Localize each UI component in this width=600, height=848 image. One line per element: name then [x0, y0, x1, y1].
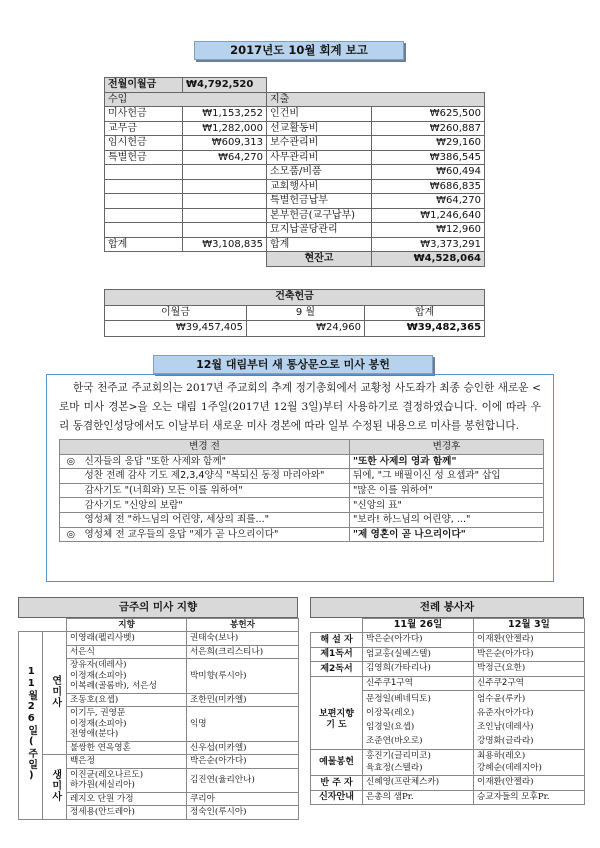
minister-row — [311, 662, 585, 677]
expense-header: 지출 — [267, 92, 485, 107]
expense-value: ₩260,887 — [372, 121, 485, 136]
minister-names — [474, 790, 585, 805]
change-row — [60, 454, 544, 469]
minister-row — [311, 691, 585, 750]
minister-names — [474, 750, 585, 776]
intention-name: 불쌍한 연옥영혼 — [70, 742, 131, 753]
change-before: 영성체 전 교우들의 응답 "제가 곧 나으리이다" — [82, 527, 350, 542]
expense-total-label: 합계 — [267, 237, 372, 252]
mass-intention — [67, 806, 187, 820]
minister-name: 임경일(요셉) — [366, 722, 415, 732]
minister-names — [363, 790, 474, 805]
mass-date-label: 11월26일(주일) — [25, 665, 37, 782]
change-before: 영성체 전 "하느님의 어린양, 세상의 죄를..." — [82, 512, 350, 527]
accounting-row — [105, 136, 485, 151]
mass-group-label — [43, 632, 67, 755]
mass-offerer: 조한민(미카엘) — [187, 693, 299, 707]
mass-offerer: 박미향(루시아) — [187, 659, 299, 694]
minister-name: 이재환(안젤라) — [477, 634, 534, 644]
mass-offerer: 권태숙(보나) — [187, 632, 299, 646]
change-mark — [60, 483, 82, 498]
mass-intention — [67, 632, 187, 646]
mass-offerer: 쿠리아 — [187, 792, 299, 806]
minister-name: 강혜순(데레지아) — [477, 762, 542, 773]
minister-name: 조인남(데레사) — [477, 722, 534, 732]
expense-label: 사무관리비 — [267, 150, 372, 165]
expense-value: ₩64,270 — [372, 194, 485, 209]
minister-names — [474, 633, 585, 648]
mass-group-label — [43, 755, 67, 820]
change-row — [60, 483, 544, 498]
building-fund-title: 건축헌금 — [105, 290, 485, 306]
col-intention-header: 지향 — [67, 619, 187, 632]
minister-names — [363, 676, 474, 691]
minister-name: 유준자(아가다) — [477, 708, 534, 718]
minister-role: 제1독서 — [311, 647, 363, 662]
mass-offerer: 익명 — [187, 707, 299, 742]
mass-intention-row — [19, 755, 299, 769]
col-after-header: 변경후 — [350, 440, 544, 455]
income-label: 임시헌금 — [105, 136, 183, 151]
balance-label: 현잔고 — [267, 252, 372, 267]
minister-name: 신혜영(프란체스카) — [366, 777, 440, 787]
expense-value: ₩29,160 — [372, 136, 485, 151]
minister-name: 승교자들의 모후Pr. — [477, 791, 550, 802]
ministers-table — [310, 618, 585, 805]
mass-intention — [67, 792, 187, 806]
income-value — [183, 223, 267, 238]
minister-name: 강명화(글라라) — [477, 736, 534, 746]
mass-offerer: 서은희(크리스티나) — [187, 645, 299, 659]
building-header-carry: 이월금 — [105, 305, 247, 321]
minister-names — [363, 647, 474, 662]
minister-names — [474, 676, 585, 691]
income-value: ₩609,313 — [183, 136, 267, 151]
change-mark: ◎ — [60, 454, 82, 469]
intention-name: 정세용(안드레아) — [70, 807, 135, 817]
minister-name: 신주쿠1구역 — [366, 677, 413, 688]
intention-name: 하가원(세실리아) — [70, 780, 135, 790]
income-value — [183, 179, 267, 194]
minister-row — [311, 776, 585, 791]
intention-name: 전영애(분다) — [70, 729, 119, 739]
income-total-label: 합계 — [105, 237, 183, 252]
carryover-value: ₩4,792,520 — [183, 78, 267, 93]
mass-intention — [67, 707, 187, 742]
change-after: "많은 이를 위하여" — [350, 483, 544, 498]
income-label: 특별헌금 — [105, 150, 183, 165]
mass-offerer: 김진연(율리안나) — [187, 768, 299, 792]
minister-name: 신주쿠2구역 — [477, 677, 524, 688]
minister-name: 박은순(아가다) — [477, 648, 534, 659]
minister-role — [311, 676, 363, 691]
minister-role: 신자안내 — [311, 790, 363, 805]
accounting-row — [105, 107, 485, 122]
col-offerer-header: 봉헌자 — [187, 619, 299, 632]
income-value — [183, 208, 267, 223]
intention-name: 이정재(소피아) — [70, 718, 127, 729]
building-month-value: ₩24,960 — [247, 321, 365, 337]
minister-row — [311, 676, 585, 691]
mass-offerer: 신우섭(미카엘) — [187, 741, 299, 755]
accounting-table — [104, 77, 485, 267]
intention-name: 조동호(요셉) — [70, 694, 119, 705]
mass-intentions-table — [18, 618, 299, 820]
expense-value: ₩625,500 — [372, 107, 485, 122]
income-label — [105, 208, 183, 223]
intention-name: 레지오 단원 가정 — [70, 793, 134, 804]
mass-group-text: 연미사 — [49, 674, 61, 708]
minister-name: 박정근(요한) — [477, 663, 526, 673]
expense-label: 소모품/비품 — [267, 165, 372, 180]
change-row — [60, 469, 544, 484]
income-value: ₩1,282,000 — [183, 121, 267, 136]
intention-name: 백은정 — [70, 756, 95, 766]
minister-name: 이장목(레오) — [366, 708, 415, 718]
minister-name: 문정일(베네딕토) — [366, 694, 431, 704]
expense-label: 보수관리비 — [267, 136, 372, 151]
income-label: 미사헌금 — [105, 107, 183, 122]
building-header-month: 9 월 — [247, 305, 365, 321]
expense-label: 묘지납골당관리 — [267, 223, 372, 238]
minister-date-2: 12월 3일 — [474, 619, 585, 633]
change-after: "또한 사제의 영과 함께" — [350, 454, 544, 469]
minister-role: 해 설 자 — [311, 633, 363, 648]
income-label — [105, 223, 183, 238]
minister-name: 박은순(아가다) — [366, 634, 423, 644]
balance-value: ₩4,528,064 — [372, 252, 485, 267]
minister-names — [363, 662, 474, 677]
notice-title: 12월 대림부터 새 통상문으로 미사 봉헌 — [153, 355, 433, 374]
minister-row — [311, 790, 585, 805]
report-title: 2017년도 10월 회계 보고 — [194, 41, 404, 60]
intention-name: 이기두, 권영문 — [70, 708, 126, 718]
change-before: 신자들의 응답 "또한 사제와 함께" — [82, 454, 350, 469]
minister-names — [363, 750, 474, 776]
expense-label: 본부헌금(교구납부) — [267, 208, 372, 223]
expense-label: 교회행사비 — [267, 179, 372, 194]
minister-date-1: 11월 26일 — [363, 619, 474, 633]
intention-name: 이복례(골롬바), 서은성 — [70, 681, 157, 691]
accounting-row — [105, 165, 485, 180]
mass-intentions-title: 금주의 미사 지향 — [18, 597, 298, 618]
change-row — [60, 527, 544, 542]
change-row — [60, 512, 544, 527]
carryover-label: 전월이월금 — [105, 78, 183, 93]
ministers-title: 전례 봉사자 — [310, 597, 584, 618]
expense-value: ₩1,246,640 — [372, 208, 485, 223]
income-value: ₩64,270 — [183, 150, 267, 165]
expense-value: ₩386,545 — [372, 150, 485, 165]
building-header-total: 합계 — [365, 305, 485, 321]
change-before: 감사기도 "(너희와) 모든 이를 위하여" — [82, 483, 350, 498]
mass-offerer: 정숙인(루시아) — [187, 806, 299, 820]
minister-name: 최용하(레오) — [477, 751, 526, 761]
notice-body: 한국 천주교 주교회의는 2017년 주교회의 추계 정기총회에서 교황청 사도좌가 최종 승인한 새로운 <로마 미사 경본>을 오는 대림 1주일(2017년 12월 3일)부터 사용하기로 결정하였습니다. 이에 따라 우리 동겸한인성당에서도 이날부터 새로운 미사 경본에 따라 일부 수정된 내용으로 미사를 봉헌합니다. — [59, 382, 541, 432]
minister-names — [363, 691, 474, 750]
intention-name: 장유자(데레사) — [70, 660, 127, 670]
minister-name: 홍진기(글리미코) — [366, 751, 431, 761]
building-total-value: ₩39,482,365 — [365, 321, 485, 337]
change-mark — [60, 512, 82, 527]
minister-names — [363, 633, 474, 648]
liturgy-change-table — [59, 439, 544, 542]
change-before: 감사기도 "신앙의 보람" — [82, 498, 350, 513]
minister-role: 반 주 자 — [311, 776, 363, 791]
minister-name: 육효정(스텔라) — [366, 762, 423, 773]
minister-names — [474, 776, 585, 791]
accounting-row — [105, 179, 485, 194]
change-row — [60, 498, 544, 513]
income-label: 교무금 — [105, 121, 183, 136]
intention-name: 이진균(레오나르도) — [70, 769, 144, 780]
expense-label: 인건비 — [267, 107, 372, 122]
accounting-row — [105, 121, 485, 136]
income-value — [183, 165, 267, 180]
income-header: 수입 — [105, 92, 267, 107]
change-before: 성찬 전례 감사 기도 제2,3,4양식 "복되신 동정 마리아와" — [82, 469, 350, 484]
minister-name: 엄교홍(실베스텔) — [366, 648, 431, 659]
expense-label: 선교활동비 — [267, 121, 372, 136]
minister-row — [311, 633, 585, 648]
minister-name: 엄수윤(루카) — [477, 694, 526, 704]
notice-box — [46, 374, 554, 582]
mass-intention — [67, 693, 187, 707]
expense-total-value: ₩3,373,291 — [372, 237, 485, 252]
mass-intention — [67, 755, 187, 769]
building-carry-value: ₩39,457,405 — [105, 321, 247, 337]
income-value — [183, 194, 267, 209]
mass-group-text: 생미사 — [49, 768, 61, 802]
intention-name: 이정재(소피아) — [70, 670, 127, 681]
expense-value: ₩686,835 — [372, 179, 485, 194]
expense-value: ₩60,494 — [372, 165, 485, 180]
col-before-header: 변경 전 — [60, 440, 350, 455]
income-label — [105, 179, 183, 194]
accounting-row — [105, 150, 485, 165]
intention-name: 이영래(펠리사벳) — [70, 633, 135, 643]
mass-intention — [67, 768, 187, 792]
expense-value: ₩12,960 — [372, 223, 485, 238]
income-label — [105, 165, 183, 180]
building-fund-table — [104, 289, 485, 337]
income-value: ₩1,153,252 — [183, 107, 267, 122]
mass-offerer: 박은순(아가다) — [187, 755, 299, 769]
minister-name: 김영희(가타리나) — [366, 663, 431, 673]
minister-row — [311, 647, 585, 662]
income-label — [105, 194, 183, 209]
expense-label: 특별헌금납부 — [267, 194, 372, 209]
change-after: "보라! 하느님의 어린양, ..." — [350, 512, 544, 527]
change-after: "신앙의 표" — [350, 498, 544, 513]
mass-intention — [67, 741, 187, 755]
accounting-row — [105, 223, 485, 238]
minister-names — [474, 647, 585, 662]
intention-name: 서은식 — [70, 646, 95, 657]
minister-role: 보편지향 기 도 — [311, 691, 363, 750]
change-after: "제 영혼이 곧 나으리이다" — [350, 527, 544, 542]
mass-intention-row — [19, 632, 299, 646]
minister-names — [363, 776, 474, 791]
minister-names — [474, 691, 585, 750]
mass-intention — [67, 659, 187, 694]
minister-name: 은총의 샘Pr. — [366, 791, 414, 802]
change-mark — [60, 498, 82, 513]
mass-intention — [67, 645, 187, 659]
minister-role: 제2독서 — [311, 662, 363, 677]
minister-names — [474, 662, 585, 677]
change-mark: ◎ — [60, 527, 82, 542]
accounting-row — [105, 194, 485, 209]
income-total-value: ₩3,108,835 — [183, 237, 267, 252]
mass-date — [19, 632, 43, 820]
minister-name: 이재환(안젤라) — [477, 777, 534, 787]
change-after: 뒤에, "그 배필이신 성 요셉과" 삽입 — [350, 469, 544, 484]
minister-role: 예물봉헌 — [311, 750, 363, 776]
change-mark — [60, 469, 82, 484]
accounting-row — [105, 208, 485, 223]
minister-name: 조준연(바오로) — [366, 736, 423, 746]
minister-row — [311, 750, 585, 776]
